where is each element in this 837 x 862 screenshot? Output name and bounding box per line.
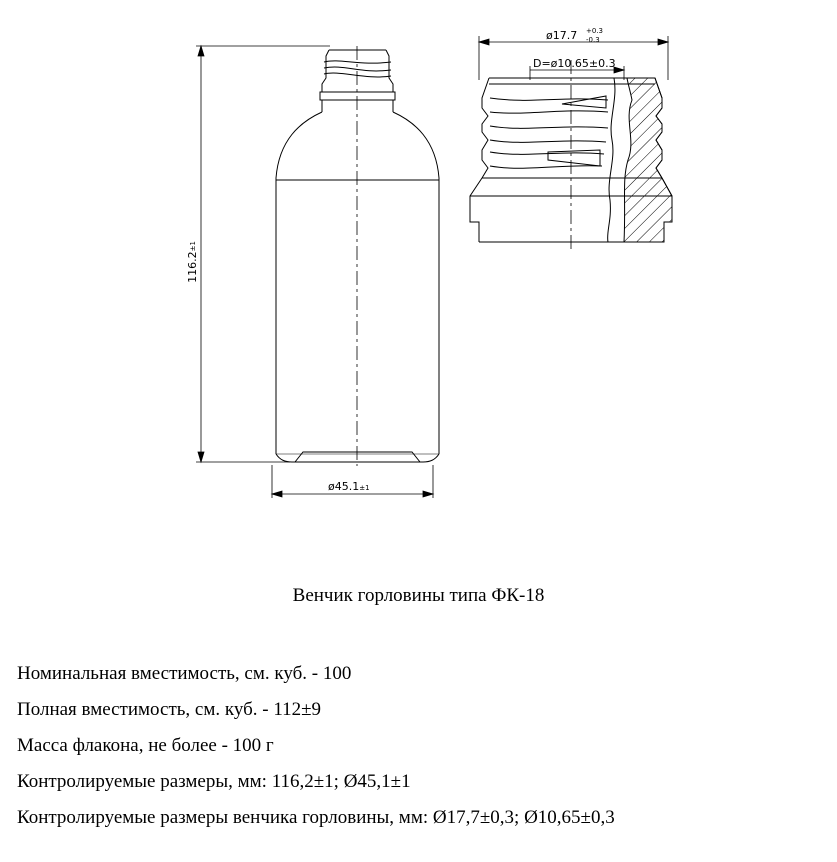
inner-wall-curve xyxy=(608,78,615,242)
spec-controlled-sizes: Контролируемые размеры, мм: 116,2±1; Ø45,1±1 xyxy=(17,771,411,792)
bottle-outline xyxy=(276,50,439,462)
height-dimension-label: 116.2±1 xyxy=(186,241,199,283)
drawing-caption: Венчик горловины типа ФК-18 xyxy=(292,585,545,606)
spec-full-capacity: Полная вместимость, см. куб. - 112±9 xyxy=(17,699,322,720)
neck-outer-tol-lower: -0.3 xyxy=(586,36,600,44)
neck-inner-dimension-label: D=ø10.65±0.3 xyxy=(533,57,616,70)
spec-neck-sizes: Контролируемые размеры венчика горловины, мм: Ø17,7±0,3; Ø10,65±0,3 xyxy=(17,807,615,828)
spec-mass: Масса флакона, не более - 100 г xyxy=(17,735,274,756)
spec-list xyxy=(17,656,615,836)
neck-outer-dimension-label: ø17.7 xyxy=(546,29,578,42)
height-dimension xyxy=(196,46,330,462)
wall-hatching xyxy=(624,78,672,242)
diameter-dimension-label: ø45.1±1 xyxy=(328,480,370,493)
neck-outer-tol-upper: +0.3 xyxy=(586,27,603,35)
spec-nominal-capacity: Номинальная вместимость, см. куб. - 100 xyxy=(17,663,352,684)
